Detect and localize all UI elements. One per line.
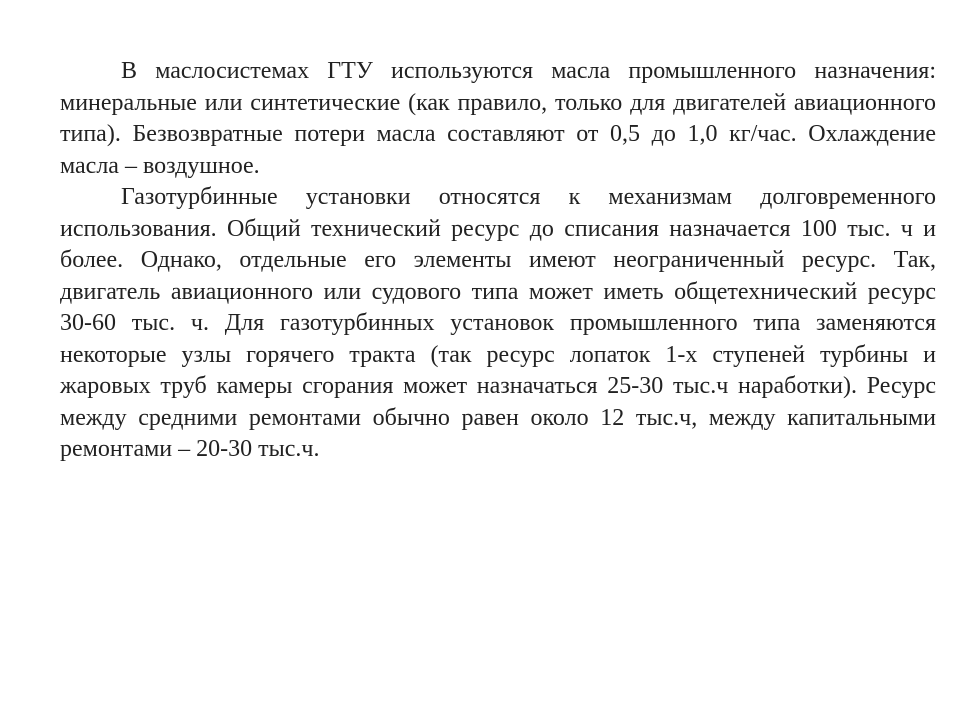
paragraph-service-life: Газотурбинные установки относятся к механизмам долговременного использования. Общий технический ресурс до списания назначается 100 тыс. ч и более. Однако, отдельные его элементы имеют неограниченный ресурс. Так, двигатель авиационного или судового типа может иметь общетехнический ресурс 30-60 тыс. ч. Для газотурбинных установок промышленного типа заменяются некоторые узлы горячего тракта (так ресурс лопаток 1-х ступеней турбины и жаровых труб камеры сгорания может назначаться 25-30 тыс.ч наработки). Ресурс между средними ремонтами обычно равен около 12 тыс.ч, между капитальными ремонтами – 20-30 тыс.ч. [60,184,936,462]
text-block [60,56,936,466]
paragraph-oil-systems: В маслосистемах ГТУ используются масла промышленного назначения: минеральные или синтетические (как правило, только для двигателей авиационного типа). Безвозвратные потери масла составляют от 0,5 до 1,0 кг/час. Охлаждение масла – воздушное. [60,58,936,179]
